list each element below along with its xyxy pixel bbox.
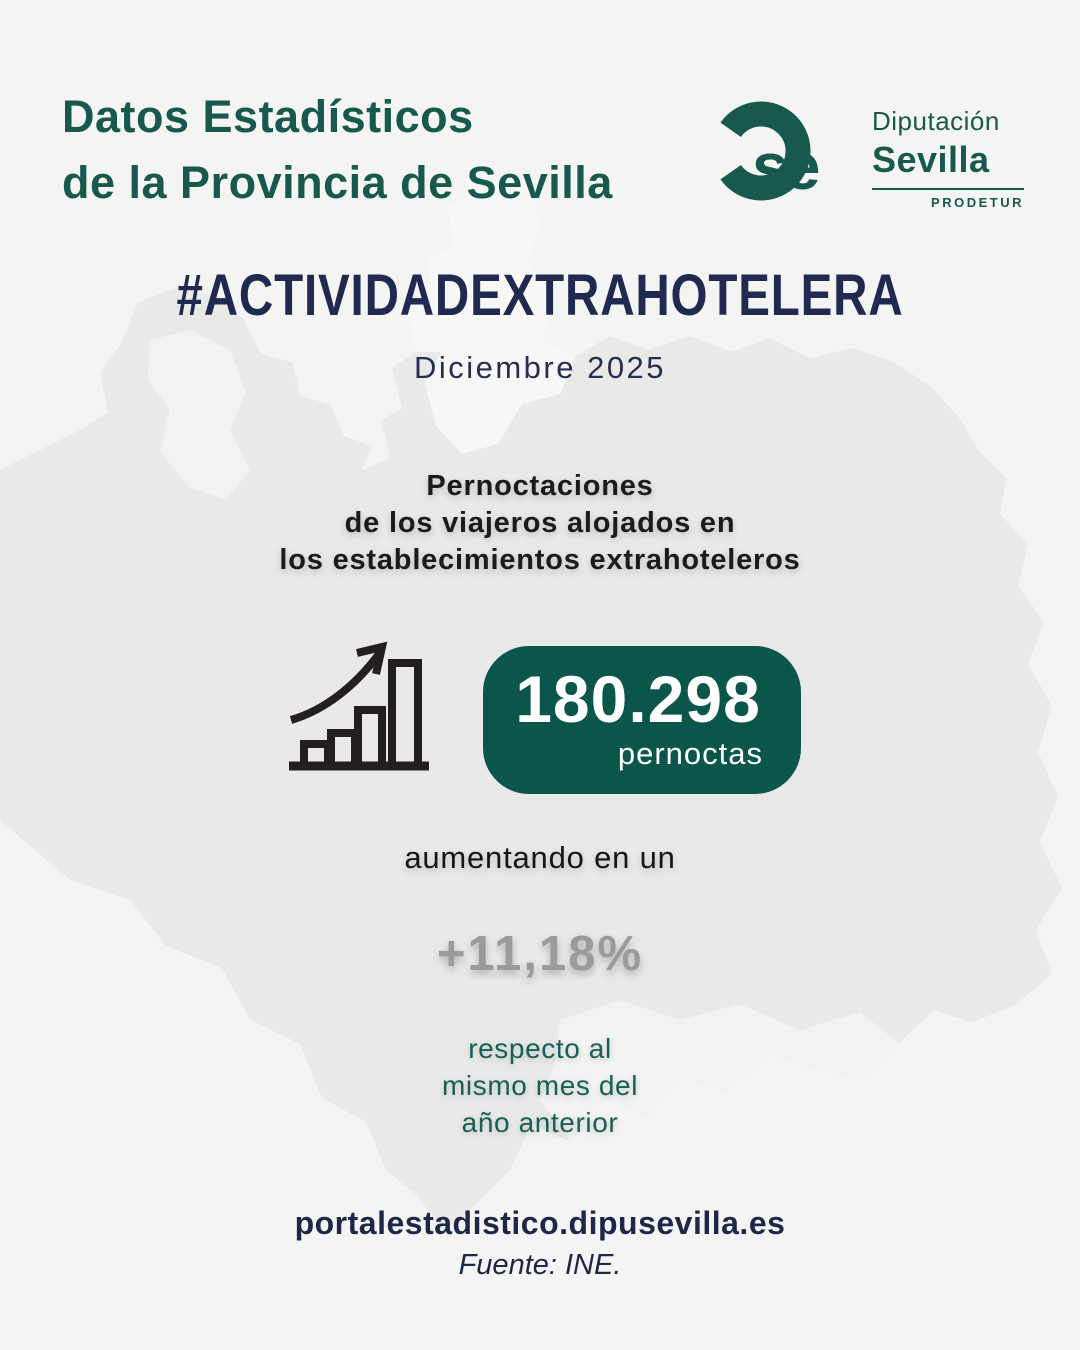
logo-name-bottom: Sevilla bbox=[872, 139, 990, 180]
logo-divider bbox=[872, 188, 1024, 190]
change-lead-text: aumentando en un bbox=[404, 840, 676, 875]
dse-logo-mark bbox=[714, 92, 856, 210]
period-label: Diciembre 2025 bbox=[413, 350, 667, 385]
source-label: Fuente: INE. bbox=[458, 1249, 622, 1281]
portal-url: portalestadistico.dipusevilla.es bbox=[294, 1205, 786, 1241]
page-title-line2: de la Provincia de Sevilla bbox=[62, 157, 613, 208]
stat-value: 180.298 bbox=[515, 662, 761, 736]
change-context-line3: año anterior bbox=[461, 1107, 619, 1138]
change-context-line1: respecto al bbox=[468, 1033, 612, 1064]
diputacion-sevilla-logo bbox=[714, 92, 1024, 210]
change-percentage: +11,18% bbox=[436, 927, 644, 981]
change-context-text bbox=[0, 1030, 1080, 1141]
logo-name-top: Diputación bbox=[872, 106, 1000, 136]
change-context-line2: mismo mes del bbox=[441, 1070, 639, 1101]
logo-subtitle: PRODETUR bbox=[931, 195, 1024, 210]
subject-text bbox=[0, 468, 1080, 579]
page-title-line1: Datos Estadísticos bbox=[62, 91, 474, 142]
subject-line3: los establecimientos extrahoteleros bbox=[279, 544, 801, 576]
hashtag-heading: #ACTIVIDADEXTRAHOTELERA bbox=[176, 263, 904, 328]
subject-line2: de los viajeros alojados en bbox=[344, 507, 736, 539]
subject-line1: Pernoctaciones bbox=[426, 470, 654, 502]
page-title bbox=[62, 84, 613, 216]
dse-mark-letters: se bbox=[752, 129, 816, 203]
stat-unit: pernoctas bbox=[617, 736, 763, 771]
logo-text-block bbox=[872, 92, 1024, 210]
bar-chart-rising-arrow-icon bbox=[283, 640, 435, 780]
stat-highlight-box bbox=[483, 646, 801, 794]
